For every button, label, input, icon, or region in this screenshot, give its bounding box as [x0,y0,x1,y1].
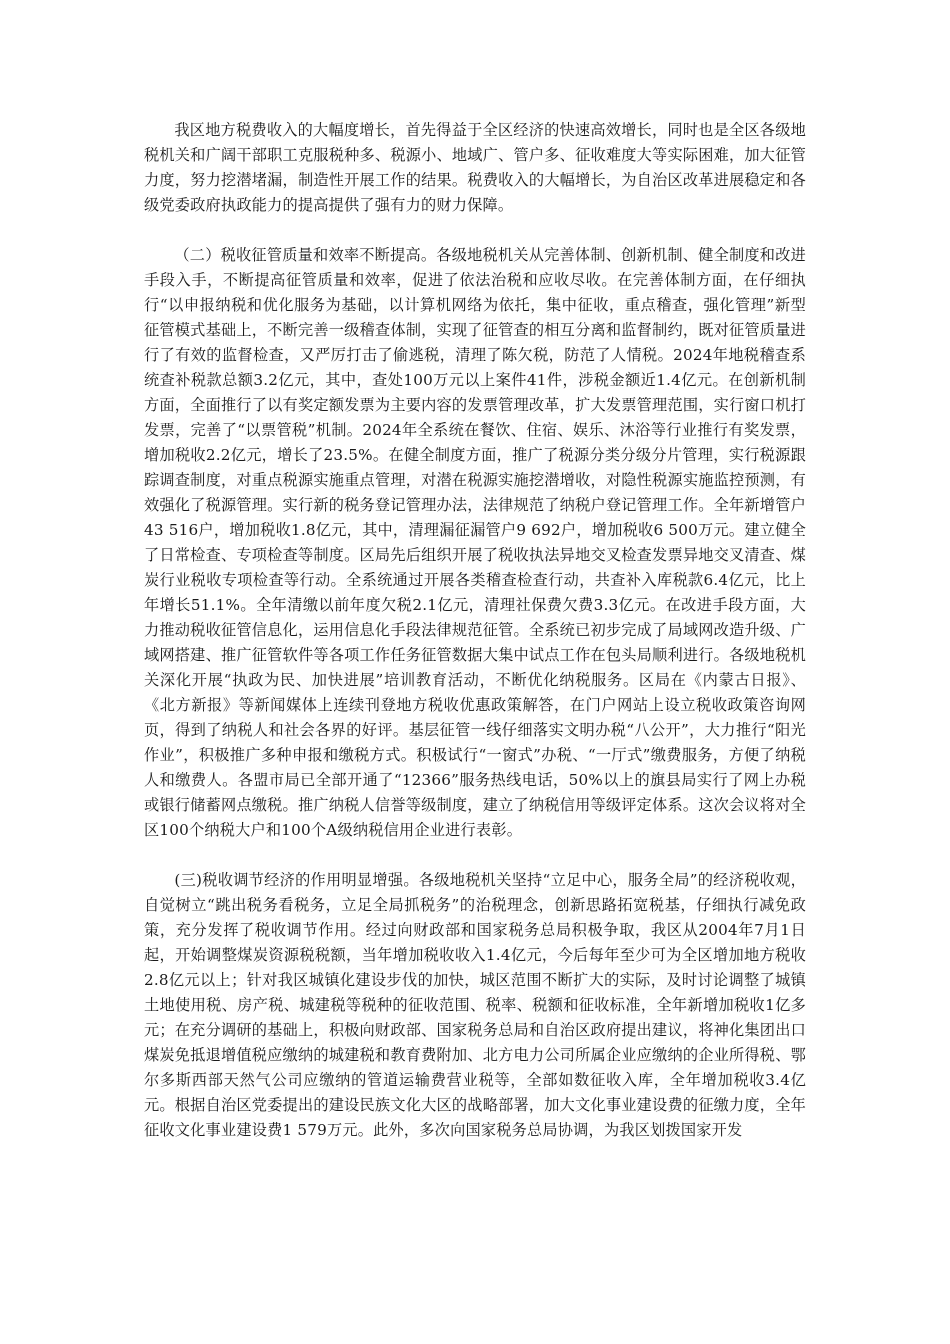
paragraph-spacer [144,843,806,868]
paragraph-collection-quality: （二）税收征管质量和效率不断提高。各级地税机关从完善体制、创新机制、健全制度和改进手段入手，不断提高征管质量和效率，促进了依法治税和应收尽收。在完善体制方面，在仔细执行“以申报纳税和优化服务为基础，以计算机网络为依托，集中征收，重点稽查，强化管理”新型征管模式基础上，不断完善一级稽查体制，实现了征管查的相互分离和监督制约，既对征管质量进行了有效的监督检查，又严厉打击了偷逃税，清理了陈欠税，防范了人情税。2024年地税稽查系统查补税款总额3.2亿元，其中，查处100万元以上案件41件，涉税金额近1.4亿元。在创新机制方面，全面推行了以有奖定额发票为主要内容的发票管理改革，扩大发票管理范围，实行窗口机打发票，完善了“以票管税”机制。2024年全系统在餐饮、住宿、娱乐、沐浴等行业推行有奖发票，增加税收2.2亿元，增长了23.5%。在健全制度方面，推广了税源分类分级分片管理，实行税源跟踪调查制度，对重点税源实施重点管理，对潜在税源实施挖潜增收，对隐性税源实施监控预测，有效强化了税源管理。实行新的税务登记管理办法，法律规范了纳税户登记管理工作。全年新增管户43 516户，增加税收1.8亿元，其中，清理漏征漏管户9 692户，增加税收6 500万元。建立健全了日常检查、专项检查等制度。区局先后组织开展了税收执法异地交叉检查发票异地交叉清查、煤炭行业税收专项检查等行动。全系统通过开展各类稽查检查行动，共查补入库税款6.4亿元，比上年增长51.1%。全年清缴以前年度欠税2.1亿元，清理社保费欠费3.3亿元。在改进手段方面，大力推动税收征管信息化，运用信息化手段法律规范征管。全系统已初步完成了局域网改造升级、广域网搭建、推广征管软件等各项工作任务征管数据大集中试点工作在包头局顺利进行。各级地税机关深化开展“执政为民、加快进展”培训教育活动，不断优化纳税服务。区局在《内蒙古日报》、《北方新报》等新闻媒体上连续刊登地方税收优惠政策解答，在门户网站上设立税收政策咨询网页，得到了纳税人和社会各界的好评。基层征管一线仔细落实文明办税“八公开”，大力推行“阳光作业”，积极推广多种申报和缴税方式。积极试行“一窗式”办税、“一厅式”缴费服务，方便了纳税人和缴费人。各盟市局已全部开通了“12366”服务热线电话，50%以上的旗县局实行了网上办税或银行储蓄网点缴税。推广纳税人信誉等级制度，建立了纳税信用等级评定体系。这次会议将对全区100个纳税大户和100个A级纳税信用企业进行表彰。 [144,246,806,839]
document-body [144,118,806,1143]
paragraph-tax-revenue-growth: 我区地方税费收入的大幅度增长，首先得益于全区经济的快速高效增长，同时也是全区各级地税机关和广阔干部职工克服税种多、税源小、地域广、管户多、征收难度大等实际困难，加大征管力度，努力挖潜堵漏，制造性开展工作的结果。税费收入的大幅增长，为自治区改革进展稳定和各级党委政府执政能力的提高提供了强有力的财力保障。 [144,121,806,214]
paragraph-economic-regulation: (三)税收调节经济的作用明显增强。各级地税机关坚持“立足中心，服务全局”的经济税收观，自觉树立“跳出税务看税务，立足全局抓税务”的治税理念，创新思路拓宽税基，仔细执行减免政策，充分发挥了税收调节作用。经过向财政部和国家税务总局积极争取，我区从2004年7月1日起，开始调整煤炭资源税税额，当年增加税收收入1.4亿元，今后每年至少可为全区增加地方税收2.8亿元以上；针对我区城镇化建设步伐的加快，城区范围不断扩大的实际，及时讨论调整了城镇土地使用税、房产税、城建税等税种的征收范围、税率、税额和征收标准，全年新增加税收1亿多元；在充分调研的基础上，积极向财政部、国家税务总局和自治区政府提出建议，将神化集团出口煤炭免抵退增值税应缴纳的城建税和教育费附加、北方电力公司所属企业应缴纳的企业所得税、鄂尔多斯西部天然气公司应缴纳的管道运输费营业税等，全部如数征收入库，全年增加税收3.4亿元。根据自治区党委提出的建设民族文化大区的战略部署，加大文化事业建设费的征缴力度，全年征收文化事业建设费1 579万元。此外，多次向国家税务总局协调，为我区划拨国家开发 [144,871,806,1139]
paragraph-spacer [144,218,806,243]
